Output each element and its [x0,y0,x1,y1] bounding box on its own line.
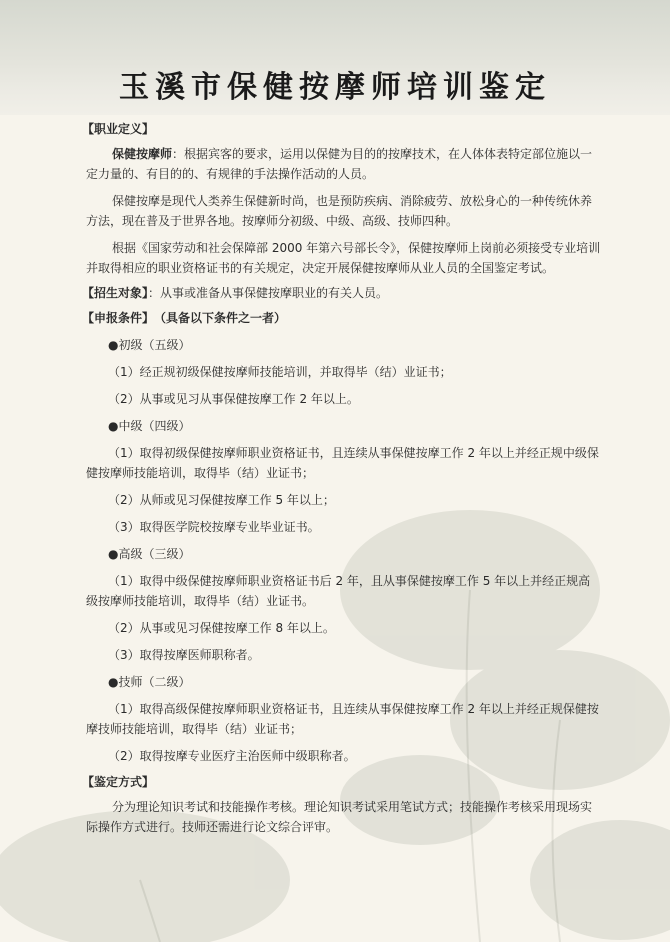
level-label: ●技师（二级） [108,675,191,689]
level-item: （2）从事或见习保健按摩工作 8 年以上。 [108,621,335,635]
target-text: ：从事或准备从事保健按摩职业的有关人员。 [148,286,389,300]
target-line [82,283,601,303]
definition-text: ：根据宾客的要求，运用以保健为目的的按摩技术，在人体体表特定部位施以一定力量的、有目的的、有规律的手法操作活动的人员。 [86,147,593,181]
level-item: （1）经正规初级保健按摩师技能培训，并取得毕（结）业证书； [108,365,452,379]
target-heading: 【招生对象】 [82,286,149,300]
definition-term: 保健按摩师 [112,147,173,161]
level-item: （2）从师或见习保健按摩工作 5 年以上； [108,493,335,507]
conditions-line [82,308,601,328]
conditions-note: （具备以下条件之一者） [160,311,287,325]
level-item: （2）取得按摩专业医疗主治医师中级职称者。 [108,749,356,763]
level-item: （1）取得高级保健按摩师职业资格证书，且连续从事保健按摩工作 2 年以上并经正规保健按摩技师技能培训，取得毕（结）业证书； [86,702,599,736]
level-label: ●高级（三级） [108,547,191,561]
definition-heading: 【职业定义】 [82,122,155,136]
level-item: （3）取得医学院校按摩专业毕业证书。 [108,520,320,534]
level-item: （1）取得初级保健按摩师职业资格证书，且连续从事保健按摩工作 2 年以上并经正规中级保健按摩师技能培训，取得毕（结）业证书； [86,446,599,480]
definition-paragraph-1 [86,144,601,184]
assessment-text: 分为理论知识考试和技能操作考核。理论知识考试采用笔试方式；技能操作考核采用现场实际操作方式进行。技师还需进行论文综合评审。 [86,800,593,834]
definition-paragraph-2: 保健按摩是现代人类养生保健新时尚，也是预防疾病、消除疲劳、放松身心的一种传统休养方法，现在普及于世界各地。按摩师分初级、中级、高级、技师四种。 [86,194,593,228]
level-label: ●初级（五级） [108,338,191,352]
document-body [82,116,601,837]
level-label: ●中级（四级） [108,419,191,433]
level-item: （2）从事或见习从事保健按摩工作 2 年以上。 [108,392,359,406]
level-item: （3）取得按摩医师职称者。 [108,648,260,662]
page-title: 玉溪市保健按摩师培训鉴定 [119,70,551,105]
assessment-heading: 【鉴定方式】 [82,775,155,789]
conditions-heading: 【申报条件】 [82,311,155,325]
level-item: （1）取得中级保健按摩师职业资格证书后 2 年，且从事保健按摩工作 5 年以上并经正规高级按摩师技能培训，取得毕（结）业证书。 [86,574,591,608]
definition-paragraph-3: 根据《国家劳动和社会保障部 2000 年第六号部长令》，保健按摩师上岗前必须接受专业培训并取得相应的职业资格证书的有关规定，决定开展保健按摩师从业人员的全国鉴定考试。 [86,241,601,275]
